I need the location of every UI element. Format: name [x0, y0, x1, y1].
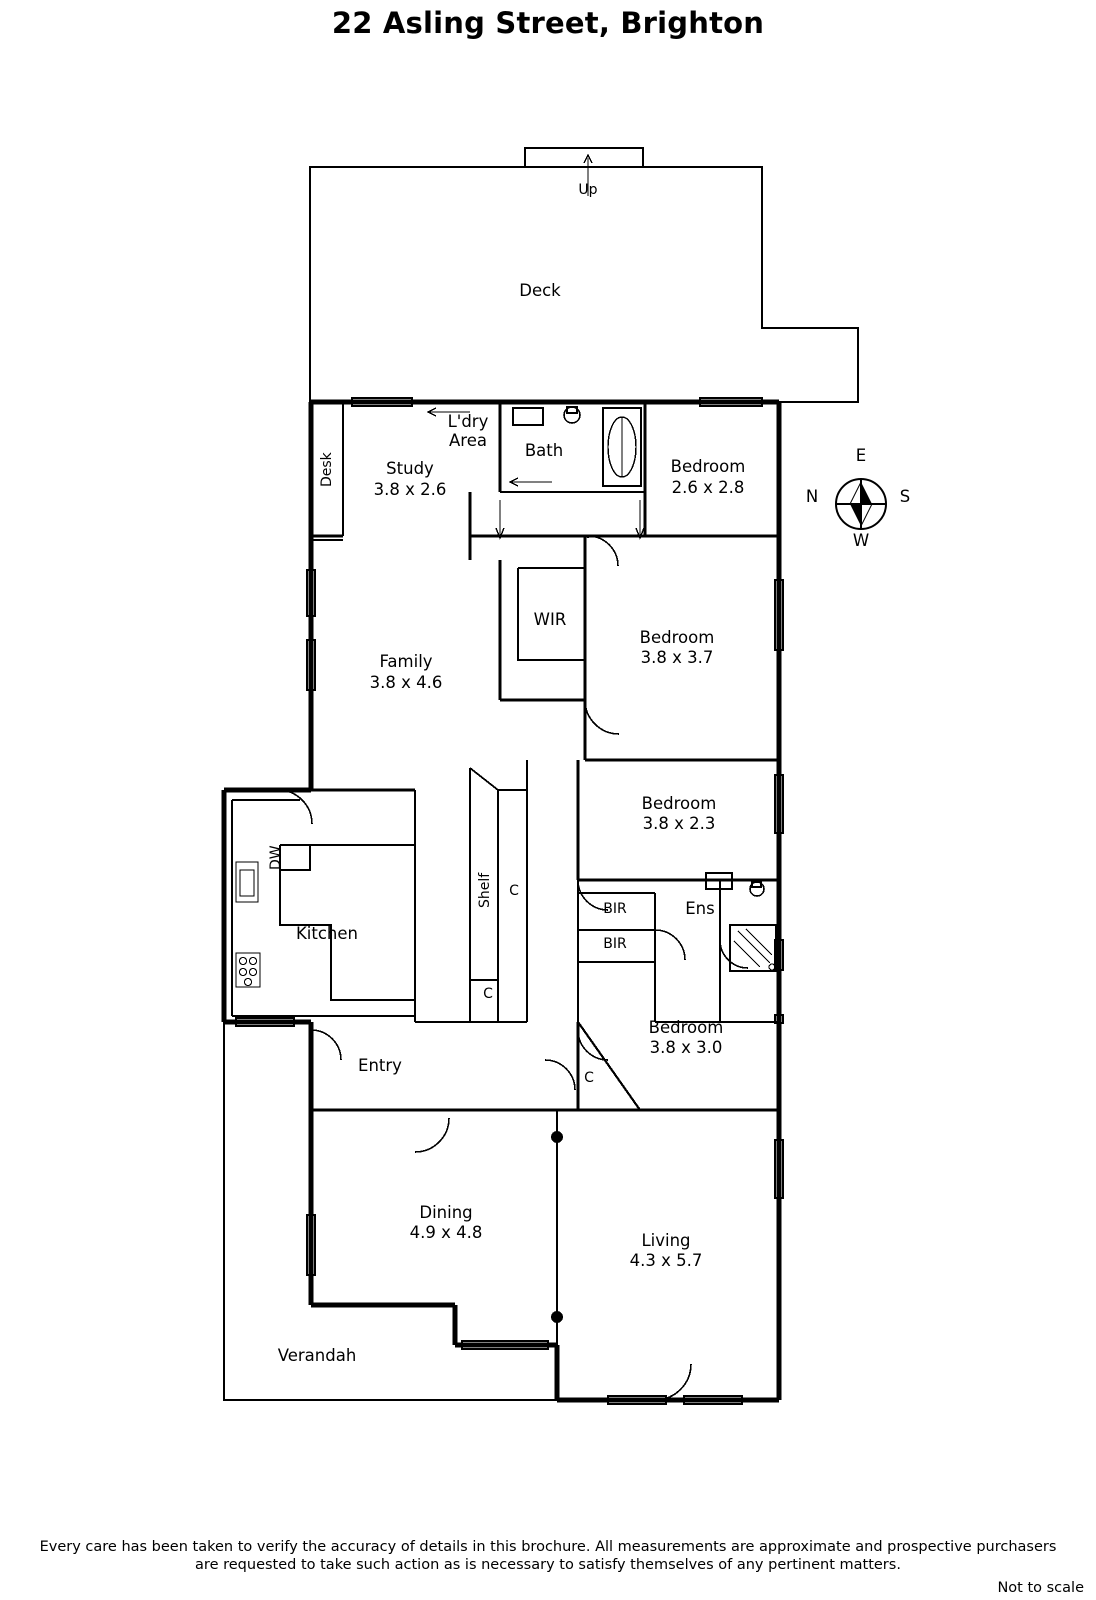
room-label-bedroom-small: Bedroom: [670, 457, 746, 476]
room-label-kitchen: Kitchen: [295, 924, 358, 943]
fixture-label-desk: Desk: [319, 452, 335, 488]
stairs-up-label: Up: [578, 182, 598, 198]
page-title: 22 Asling Street, Brighton: [331, 6, 765, 40]
room-label-ldry-area: Area: [449, 431, 487, 450]
room-label-wir: WIR: [533, 610, 567, 629]
room-label-verandah: Verandah: [277, 1346, 357, 1365]
room-label-study: Study: [386, 459, 434, 478]
compass-rose: [800, 450, 920, 570]
room-dims-bedroom-3: 3.8 x 2.3: [642, 814, 716, 833]
room-label-entry: Entry: [358, 1056, 402, 1075]
cupboard-label-hall: C: [584, 1070, 594, 1086]
cupboard-label-bir-1: BIR: [603, 901, 627, 917]
room-label-ldry: L'dry: [447, 412, 489, 431]
compass-label-south: S: [899, 487, 911, 506]
fixture-label-shelf: Shelf: [477, 872, 493, 908]
compass-label-east: E: [855, 446, 867, 465]
cupboard-label-right: C: [509, 883, 519, 899]
not-to-scale-note: Not to scale: [997, 1580, 1084, 1596]
room-label-bedroom-4: Bedroom: [648, 1018, 724, 1037]
room-dims-dining: 4.9 x 4.8: [409, 1223, 483, 1242]
disclaimer-line-2: are requested to take such action as is necessary to satisfy themselves of any pertinent matters.: [195, 1556, 901, 1573]
room-label-living: Living: [641, 1231, 691, 1250]
room-label-bath: Bath: [524, 441, 564, 460]
cupboard-label-bottom: C: [483, 986, 493, 1002]
room-dims-bedroom-main: 3.8 x 3.7: [640, 648, 714, 667]
room-dims-study: 3.8 x 2.6: [373, 480, 447, 499]
room-dims-family: 3.8 x 4.6: [369, 673, 443, 692]
room-dims-bedroom-small: 2.6 x 2.8: [671, 478, 745, 497]
room-label-bedroom-3: Bedroom: [641, 794, 717, 813]
disclaimer-line-1: Every care has been taken to verify the accuracy of details in this brochure. All measurements are approximate and prospective purchasers: [39, 1538, 1057, 1555]
room-label-ensuite: Ens: [685, 899, 715, 918]
cupboard-label-bir-2: BIR: [603, 936, 627, 952]
room-label-family: Family: [379, 652, 433, 671]
compass-label-west: W: [852, 531, 870, 550]
room-label-bedroom-main: Bedroom: [639, 628, 715, 647]
disclaimer: [0, 1538, 1096, 1574]
room-dims-living: 4.3 x 5.7: [629, 1251, 703, 1270]
room-label-deck: Deck: [519, 281, 561, 300]
appliance-label-dishwasher: DW: [268, 845, 284, 871]
room-dims-bedroom-4: 3.8 x 3.0: [649, 1038, 723, 1057]
compass-label-north: N: [805, 487, 819, 506]
room-label-dining: Dining: [419, 1203, 473, 1222]
